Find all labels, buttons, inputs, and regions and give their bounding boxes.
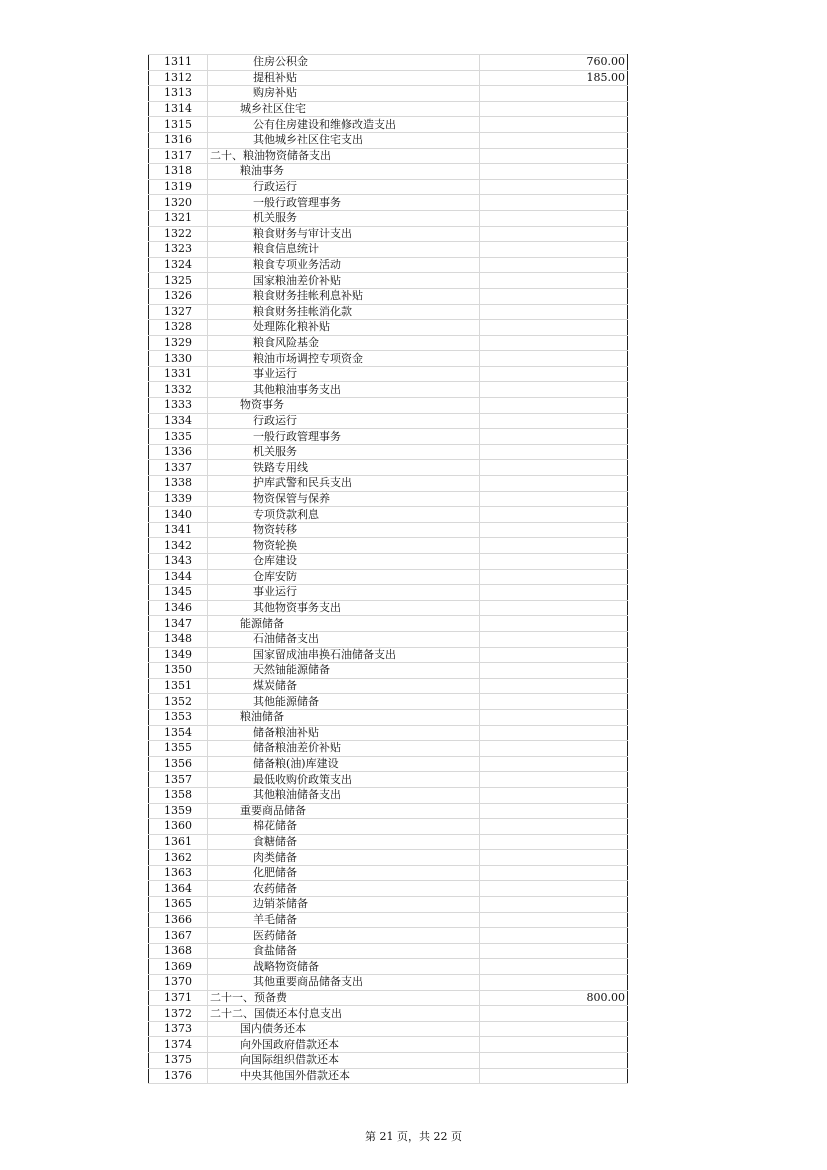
row-item-name: 物资事务 bbox=[208, 398, 480, 414]
table-row bbox=[149, 959, 628, 975]
row-item-name: 能源储备 bbox=[208, 616, 480, 632]
row-number: 1351 bbox=[149, 678, 208, 694]
table-row bbox=[149, 709, 628, 725]
row-number: 1315 bbox=[149, 117, 208, 133]
row-amount bbox=[480, 460, 628, 476]
row-number: 1356 bbox=[149, 756, 208, 772]
row-number: 1358 bbox=[149, 787, 208, 803]
row-amount bbox=[480, 897, 628, 913]
row-item-name: 粮食财务与审计支出 bbox=[208, 226, 480, 242]
row-amount bbox=[480, 1053, 628, 1069]
row-item-name: 食盐储备 bbox=[208, 943, 480, 959]
row-amount bbox=[480, 1037, 628, 1053]
row-amount: 800.00 bbox=[480, 990, 628, 1006]
row-item-name: 二十二、国债还本付息支出 bbox=[208, 1006, 480, 1022]
row-amount bbox=[480, 210, 628, 226]
row-amount bbox=[480, 943, 628, 959]
row-amount bbox=[480, 273, 628, 289]
row-amount bbox=[480, 647, 628, 663]
table-row bbox=[149, 242, 628, 258]
table-row bbox=[149, 429, 628, 445]
row-item-name: 储备粮(油)库建设 bbox=[208, 756, 480, 772]
table-row bbox=[149, 600, 628, 616]
row-item-name: 肉类储备 bbox=[208, 850, 480, 866]
row-item-name: 食糖储备 bbox=[208, 834, 480, 850]
row-number: 1329 bbox=[149, 335, 208, 351]
row-item-name: 物资轮换 bbox=[208, 538, 480, 554]
row-number: 1322 bbox=[149, 226, 208, 242]
row-amount bbox=[480, 179, 628, 195]
table-row bbox=[149, 351, 628, 367]
row-amount bbox=[480, 304, 628, 320]
row-item-name: 向国际组织借款还本 bbox=[208, 1053, 480, 1069]
row-number: 1341 bbox=[149, 522, 208, 538]
row-amount bbox=[480, 226, 628, 242]
row-amount bbox=[480, 772, 628, 788]
row-number: 1326 bbox=[149, 288, 208, 304]
row-item-name: 仓库安防 bbox=[208, 569, 480, 585]
row-item-name: 专项贷款利息 bbox=[208, 507, 480, 523]
table-row bbox=[149, 179, 628, 195]
row-number: 1373 bbox=[149, 1021, 208, 1037]
row-item-name: 储备粮油差价补贴 bbox=[208, 741, 480, 757]
row-amount bbox=[480, 600, 628, 616]
table-row bbox=[149, 101, 628, 117]
table-row bbox=[149, 413, 628, 429]
budget-table-body bbox=[149, 55, 628, 1084]
table-row bbox=[149, 195, 628, 211]
row-item-name: 粮油市场调控专项资金 bbox=[208, 351, 480, 367]
table-row bbox=[149, 226, 628, 242]
budget-table-container bbox=[148, 54, 627, 1084]
table-row bbox=[149, 273, 628, 289]
row-amount bbox=[480, 709, 628, 725]
table-row bbox=[149, 678, 628, 694]
row-item-name: 其他重要商品储备支出 bbox=[208, 975, 480, 991]
table-row bbox=[149, 943, 628, 959]
row-number: 1360 bbox=[149, 819, 208, 835]
row-number: 1346 bbox=[149, 600, 208, 616]
row-number: 1336 bbox=[149, 444, 208, 460]
row-amount bbox=[480, 242, 628, 258]
row-item-name: 物资转移 bbox=[208, 522, 480, 538]
row-number: 1312 bbox=[149, 70, 208, 86]
row-amount bbox=[480, 444, 628, 460]
row-amount bbox=[480, 834, 628, 850]
table-row bbox=[149, 819, 628, 835]
row-amount bbox=[480, 569, 628, 585]
row-amount bbox=[480, 257, 628, 273]
table-row bbox=[149, 554, 628, 570]
row-number: 1371 bbox=[149, 990, 208, 1006]
row-number: 1324 bbox=[149, 257, 208, 273]
row-number: 1321 bbox=[149, 210, 208, 226]
row-number: 1366 bbox=[149, 912, 208, 928]
row-number: 1365 bbox=[149, 897, 208, 913]
row-amount bbox=[480, 288, 628, 304]
row-number: 1340 bbox=[149, 507, 208, 523]
row-item-name: 医药储备 bbox=[208, 928, 480, 944]
row-number: 1361 bbox=[149, 834, 208, 850]
row-amount bbox=[480, 398, 628, 414]
row-amount bbox=[480, 382, 628, 398]
table-row bbox=[149, 928, 628, 944]
row-number: 1354 bbox=[149, 725, 208, 741]
row-amount bbox=[480, 1006, 628, 1022]
row-number: 1325 bbox=[149, 273, 208, 289]
row-item-name: 提租补贴 bbox=[208, 70, 480, 86]
row-amount bbox=[480, 117, 628, 133]
row-item-name: 粮油储备 bbox=[208, 709, 480, 725]
row-item-name: 二十一、预备费 bbox=[208, 990, 480, 1006]
row-item-name: 化肥储备 bbox=[208, 865, 480, 881]
row-number: 1338 bbox=[149, 476, 208, 492]
row-amount bbox=[480, 476, 628, 492]
row-item-name: 一般行政管理事务 bbox=[208, 195, 480, 211]
row-item-name: 其他物资事务支出 bbox=[208, 600, 480, 616]
table-row bbox=[149, 117, 628, 133]
row-item-name: 住房公积金 bbox=[208, 55, 480, 71]
row-number: 1337 bbox=[149, 460, 208, 476]
row-amount: 185.00 bbox=[480, 70, 628, 86]
page-footer: 第 21 页，共 22 页 bbox=[365, 1130, 462, 1143]
row-amount bbox=[480, 881, 628, 897]
table-row bbox=[149, 975, 628, 991]
table-row bbox=[149, 210, 628, 226]
row-item-name: 二十、粮油物资储备支出 bbox=[208, 148, 480, 164]
row-item-name: 向外国政府借款还本 bbox=[208, 1037, 480, 1053]
table-row bbox=[149, 1006, 628, 1022]
row-number: 1335 bbox=[149, 429, 208, 445]
row-amount bbox=[480, 819, 628, 835]
row-number: 1343 bbox=[149, 554, 208, 570]
row-item-name: 煤炭储备 bbox=[208, 678, 480, 694]
row-amount bbox=[480, 585, 628, 601]
table-row bbox=[149, 257, 628, 273]
row-amount bbox=[480, 522, 628, 538]
table-row bbox=[149, 834, 628, 850]
row-item-name: 最低收购价政策支出 bbox=[208, 772, 480, 788]
row-number: 1375 bbox=[149, 1053, 208, 1069]
table-row bbox=[149, 476, 628, 492]
table-row bbox=[149, 803, 628, 819]
row-amount bbox=[480, 975, 628, 991]
row-item-name: 事业运行 bbox=[208, 585, 480, 601]
row-item-name: 粮食财务挂帐利息补贴 bbox=[208, 288, 480, 304]
row-amount bbox=[480, 554, 628, 570]
table-row bbox=[149, 538, 628, 554]
row-item-name: 机关服务 bbox=[208, 444, 480, 460]
row-amount bbox=[480, 164, 628, 180]
row-amount bbox=[480, 631, 628, 647]
row-item-name: 粮食信息统计 bbox=[208, 242, 480, 258]
table-row bbox=[149, 756, 628, 772]
row-amount bbox=[480, 928, 628, 944]
table-row bbox=[149, 507, 628, 523]
table-row bbox=[149, 522, 628, 538]
row-number: 1328 bbox=[149, 320, 208, 336]
row-amount bbox=[480, 678, 628, 694]
row-number: 1333 bbox=[149, 398, 208, 414]
row-item-name: 其他城乡社区住宅支出 bbox=[208, 132, 480, 148]
row-item-name: 铁路专用线 bbox=[208, 460, 480, 476]
table-row bbox=[149, 990, 628, 1006]
table-row bbox=[149, 382, 628, 398]
row-item-name: 行政运行 bbox=[208, 179, 480, 195]
row-amount bbox=[480, 366, 628, 382]
row-number: 1357 bbox=[149, 772, 208, 788]
table-row bbox=[149, 865, 628, 881]
row-number: 1362 bbox=[149, 850, 208, 866]
row-amount bbox=[480, 491, 628, 507]
row-amount bbox=[480, 959, 628, 975]
row-number: 1367 bbox=[149, 928, 208, 944]
row-item-name: 粮油事务 bbox=[208, 164, 480, 180]
row-number: 1347 bbox=[149, 616, 208, 632]
row-item-name: 储备粮油补贴 bbox=[208, 725, 480, 741]
row-item-name: 羊毛储备 bbox=[208, 912, 480, 928]
row-number: 1313 bbox=[149, 86, 208, 102]
row-item-name: 一般行政管理事务 bbox=[208, 429, 480, 445]
row-number: 1334 bbox=[149, 413, 208, 429]
row-amount bbox=[480, 351, 628, 367]
row-amount bbox=[480, 756, 628, 772]
row-number: 1316 bbox=[149, 132, 208, 148]
row-number: 1372 bbox=[149, 1006, 208, 1022]
row-amount bbox=[480, 101, 628, 117]
table-row bbox=[149, 631, 628, 647]
row-item-name: 重要商品储备 bbox=[208, 803, 480, 819]
row-item-name: 国家粮油差价补贴 bbox=[208, 273, 480, 289]
row-item-name: 城乡社区住宅 bbox=[208, 101, 480, 117]
table-row bbox=[149, 881, 628, 897]
row-amount bbox=[480, 663, 628, 679]
row-amount bbox=[480, 912, 628, 928]
row-number: 1344 bbox=[149, 569, 208, 585]
row-amount bbox=[480, 741, 628, 757]
table-row bbox=[149, 1037, 628, 1053]
table-row bbox=[149, 164, 628, 180]
row-number: 1339 bbox=[149, 491, 208, 507]
row-item-name: 物资保管与保养 bbox=[208, 491, 480, 507]
row-amount bbox=[480, 335, 628, 351]
table-row bbox=[149, 897, 628, 913]
budget-table bbox=[148, 54, 628, 1084]
row-amount bbox=[480, 787, 628, 803]
row-item-name: 粮食专项业务活动 bbox=[208, 257, 480, 273]
row-number: 1352 bbox=[149, 694, 208, 710]
row-item-name: 机关服务 bbox=[208, 210, 480, 226]
row-number: 1331 bbox=[149, 366, 208, 382]
table-row bbox=[149, 1021, 628, 1037]
table-row bbox=[149, 772, 628, 788]
row-item-name: 中央其他国外借款还本 bbox=[208, 1068, 480, 1084]
row-amount bbox=[480, 850, 628, 866]
table-row bbox=[149, 398, 628, 414]
row-amount bbox=[480, 148, 628, 164]
row-number: 1342 bbox=[149, 538, 208, 554]
row-item-name: 其他能源储备 bbox=[208, 694, 480, 710]
row-number: 1314 bbox=[149, 101, 208, 117]
row-amount bbox=[480, 538, 628, 554]
row-amount bbox=[480, 507, 628, 523]
table-row bbox=[149, 491, 628, 507]
row-number: 1332 bbox=[149, 382, 208, 398]
table-row bbox=[149, 569, 628, 585]
row-amount bbox=[480, 725, 628, 741]
table-row bbox=[149, 787, 628, 803]
row-item-name: 天然铀能源储备 bbox=[208, 663, 480, 679]
row-number: 1350 bbox=[149, 663, 208, 679]
row-number: 1318 bbox=[149, 164, 208, 180]
row-number: 1327 bbox=[149, 304, 208, 320]
row-item-name: 行政运行 bbox=[208, 413, 480, 429]
row-amount bbox=[480, 429, 628, 445]
row-number: 1374 bbox=[149, 1037, 208, 1053]
table-row bbox=[149, 1068, 628, 1084]
row-amount: 760.00 bbox=[480, 55, 628, 71]
table-row bbox=[149, 616, 628, 632]
table-row bbox=[149, 585, 628, 601]
row-item-name: 护库武警和民兵支出 bbox=[208, 476, 480, 492]
row-number: 1363 bbox=[149, 865, 208, 881]
table-row bbox=[149, 663, 628, 679]
table-row bbox=[149, 741, 628, 757]
row-amount bbox=[480, 694, 628, 710]
row-amount bbox=[480, 195, 628, 211]
table-row bbox=[149, 850, 628, 866]
row-item-name: 事业运行 bbox=[208, 366, 480, 382]
row-amount bbox=[480, 1021, 628, 1037]
row-item-name: 仓库建设 bbox=[208, 554, 480, 570]
row-number: 1376 bbox=[149, 1068, 208, 1084]
table-row bbox=[149, 335, 628, 351]
row-amount bbox=[480, 86, 628, 102]
row-item-name: 其他粮油事务支出 bbox=[208, 382, 480, 398]
table-row bbox=[149, 725, 628, 741]
table-row bbox=[149, 86, 628, 102]
row-item-name: 粮食财务挂帐消化款 bbox=[208, 304, 480, 320]
row-amount bbox=[480, 413, 628, 429]
table-row bbox=[149, 320, 628, 336]
row-amount bbox=[480, 1068, 628, 1084]
row-number: 1323 bbox=[149, 242, 208, 258]
row-item-name: 处理陈化粮补贴 bbox=[208, 320, 480, 336]
row-number: 1368 bbox=[149, 943, 208, 959]
row-number: 1369 bbox=[149, 959, 208, 975]
row-number: 1353 bbox=[149, 709, 208, 725]
row-amount bbox=[480, 132, 628, 148]
table-row bbox=[149, 366, 628, 382]
table-row bbox=[149, 694, 628, 710]
row-item-name: 公有住房建设和维修改造支出 bbox=[208, 117, 480, 133]
row-item-name: 石油储备支出 bbox=[208, 631, 480, 647]
row-amount bbox=[480, 865, 628, 881]
row-amount bbox=[480, 320, 628, 336]
table-row bbox=[149, 912, 628, 928]
table-row bbox=[149, 1053, 628, 1069]
row-item-name: 粮食风险基金 bbox=[208, 335, 480, 351]
row-number: 1364 bbox=[149, 881, 208, 897]
row-item-name: 棉花储备 bbox=[208, 819, 480, 835]
row-item-name: 边销茶储备 bbox=[208, 897, 480, 913]
row-number: 1311 bbox=[149, 55, 208, 71]
table-row bbox=[149, 304, 628, 320]
table-row bbox=[149, 444, 628, 460]
table-row bbox=[149, 55, 628, 71]
row-item-name: 购房补贴 bbox=[208, 86, 480, 102]
row-number: 1349 bbox=[149, 647, 208, 663]
row-number: 1355 bbox=[149, 741, 208, 757]
row-item-name: 国家留成油串换石油储备支出 bbox=[208, 647, 480, 663]
table-row bbox=[149, 647, 628, 663]
table-row bbox=[149, 460, 628, 476]
table-row bbox=[149, 288, 628, 304]
table-row bbox=[149, 148, 628, 164]
row-number: 1359 bbox=[149, 803, 208, 819]
table-row bbox=[149, 132, 628, 148]
row-number: 1317 bbox=[149, 148, 208, 164]
row-number: 1348 bbox=[149, 631, 208, 647]
row-item-name: 战略物资储备 bbox=[208, 959, 480, 975]
row-number: 1345 bbox=[149, 585, 208, 601]
row-item-name: 其他粮油储备支出 bbox=[208, 787, 480, 803]
row-amount bbox=[480, 616, 628, 632]
row-number: 1320 bbox=[149, 195, 208, 211]
row-item-name: 农药储备 bbox=[208, 881, 480, 897]
table-row bbox=[149, 70, 628, 86]
row-number: 1370 bbox=[149, 975, 208, 991]
row-number: 1330 bbox=[149, 351, 208, 367]
row-item-name: 国内债务还本 bbox=[208, 1021, 480, 1037]
row-number: 1319 bbox=[149, 179, 208, 195]
row-amount bbox=[480, 803, 628, 819]
